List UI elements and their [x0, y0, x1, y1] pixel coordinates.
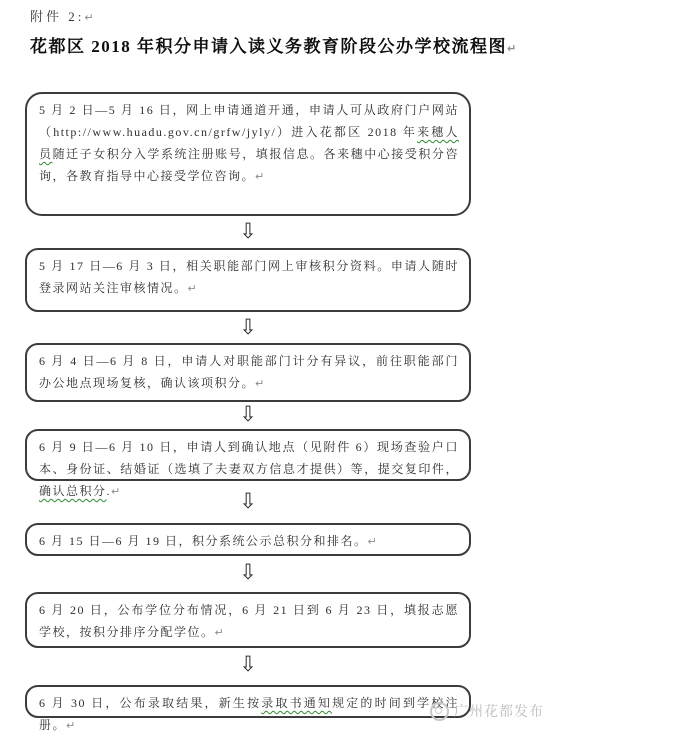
flow-step-6-school-choice [25, 592, 471, 648]
flow-step-2-text [39, 255, 459, 300]
flow-step-text-segment: 6 月 15 日—6 月 19 日，积分系统公示总积分和排名。 [39, 534, 368, 548]
flow-step-text-segment: 6 月 20 日，公布学位分布情况，6 月 21 日到 6 月 23 日，填报志愿学校，按积分排序分配学位。 [39, 603, 459, 639]
flow-step-3-text [39, 350, 459, 395]
down-arrow-icon: ⇩ [239, 560, 257, 584]
flow-step-text-segment: 6 月 30 日，公布录取结果，新生按 [39, 696, 262, 710]
flow-step-5-text [39, 530, 459, 553]
attachment-label [30, 6, 94, 25]
paragraph-mark-icon: ↵ [507, 42, 517, 55]
paragraph-mark-icon: ↵ [255, 170, 265, 183]
flow-step-text-segment: 随迁子女积分入学系统注册账号，填报信息。各来穗中心接受积分咨询，各教育指导中心接受学位咨询。 [39, 147, 459, 183]
flow-step-4-onsite-verification [25, 429, 471, 498]
flow-step-1-online-application [25, 92, 471, 216]
paragraph-mark-icon: ↵ [66, 719, 76, 732]
publisher-watermark-text: 广州花都发布 [454, 703, 544, 719]
paragraph-mark-icon: ↵ [84, 11, 94, 24]
down-arrow-icon: ⇩ [239, 219, 257, 243]
flow-step-text-segment: 6 月 9 日—6 月 10 日，申请人到确认地点（见附件 6）现场查验户口本、身份证、结婚证（选填了夫妻双方信息才提供）等，提交复印件， [39, 440, 459, 476]
flow-step-text-segment: 5 月 17 日—6 月 3 日，相关职能部门网上审核积分资料。申请人随时登录网站关注审核情况。 [39, 259, 459, 295]
flow-step-text-segment: 规定的时间到学校注册。 [39, 696, 459, 732]
flow-step-text-segment: 6 月 4 日—6 月 8 日，申请人对职能部门计分有异议，前往职能部门办公地点现场复核，确认该项积分。 [39, 354, 459, 390]
flow-step-2-online-review [25, 248, 471, 312]
paragraph-mark-icon: ↵ [187, 282, 197, 295]
flow-step-6-text [39, 599, 459, 644]
page-title [30, 32, 516, 57]
flow-step-7-text [39, 692, 459, 737]
spellcheck-underlined-text: 确认总积分 [39, 484, 107, 498]
paragraph-mark-icon: ↵ [255, 377, 265, 390]
down-arrow-icon: ⇩ [239, 652, 257, 676]
flow-step-text-segment: 5 月 2 日—5 月 16 日，网上申请通道开通，申请人可从政府门户网站（http://www.huadu.gov.cn/grfw/jyly/）进入花都区 2018 年 [39, 103, 459, 139]
page-title-text: 花都区 2018 年积分申请入读义务教育阶段公办学校流程图 [30, 37, 507, 56]
spellcheck-underlined-text: 录取书通知 [261, 696, 333, 710]
flow-step-text-segment: . [106, 484, 112, 498]
attachment-label-text: 附件 2: [30, 9, 85, 24]
spellcheck-underlined-text: 来穗人员 [39, 125, 459, 161]
down-arrow-icon: ⇩ [239, 402, 257, 426]
paragraph-mark-icon: ↵ [111, 485, 121, 498]
flow-step-7-admission-result [25, 685, 471, 732]
down-arrow-icon: ⇩ [239, 315, 257, 339]
paragraph-mark-icon: ↵ [367, 535, 377, 548]
flow-step-5-score-publicity [25, 523, 471, 556]
publisher-logo-icon [430, 702, 449, 721]
publisher-watermark [430, 701, 544, 721]
flow-step-1-text [39, 99, 459, 188]
paragraph-mark-icon: ↵ [214, 626, 224, 639]
down-arrow-icon: ⇩ [239, 489, 257, 513]
flow-step-3-score-dispute [25, 343, 471, 402]
